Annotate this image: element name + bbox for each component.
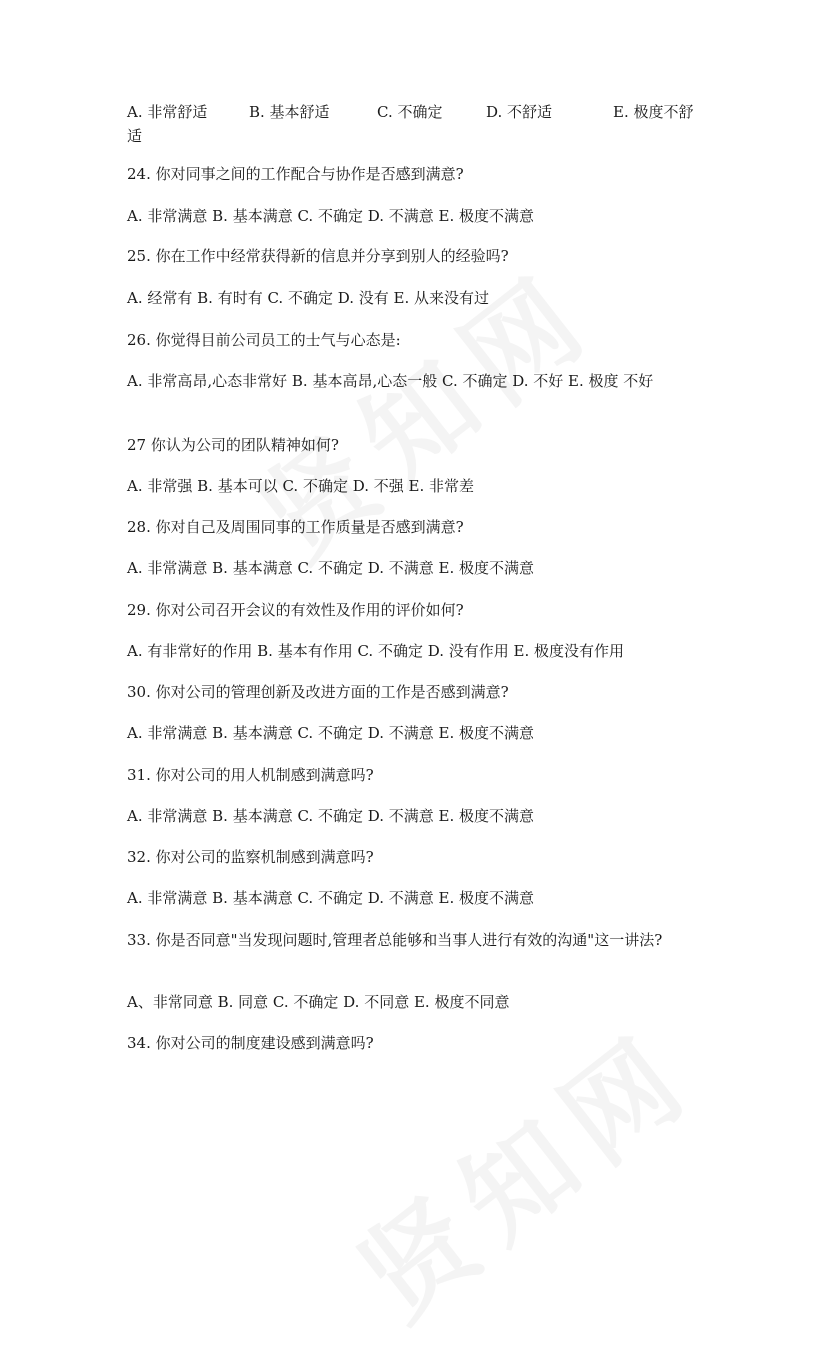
question-29: 29. 你对公司召开会议的有效性及作用的评价如何? — [127, 601, 464, 619]
question-30: 30. 你对公司的管理创新及改进方面的工作是否感到满意? — [127, 683, 509, 701]
question-32: 32. 你对公司的监察机制感到满意吗? — [127, 848, 374, 866]
question-25: 25. 你在工作中经常获得新的信息并分享到别人的经验吗? — [127, 247, 509, 265]
answer-27: A. 非常强 B. 基本可以 C. 不确定 D. 不强 E. 非常差 — [127, 477, 474, 495]
question-34: 34. 你对公司的制度建设感到满意吗? — [127, 1034, 374, 1052]
answer-26: A. 非常高昂,心态非常好 B. 基本高昂,心态一般 C. 不确定 D. 不好 E. 极度 不好 — [127, 372, 654, 390]
answer-31: A. 非常满意 B. 基本满意 C. 不确定 D. 不满意 E. 极度不满意 — [127, 807, 534, 825]
option-b: B. 基本舒适 — [249, 103, 330, 121]
question-33: 33. 你是否同意"当发现问题时,管理者总能够和当事人进行有效的沟通"这一讲法? — [127, 931, 663, 949]
option-c: C. 不确定 — [377, 103, 443, 121]
answer-24: A. 非常满意 B. 基本满意 C. 不确定 D. 不满意 E. 极度不满意 — [127, 207, 534, 225]
question-26: 26. 你觉得目前公司员工的士气与心态是: — [127, 331, 401, 349]
option-e-continuation: 适 — [127, 127, 143, 145]
question-31: 31. 你对公司的用人机制感到满意吗? — [127, 766, 374, 784]
answer-30: A. 非常满意 B. 基本满意 C. 不确定 D. 不满意 E. 极度不满意 — [127, 724, 534, 742]
answer-33: A、非常同意 B. 同意 C. 不确定 D. 不同意 E. 极度不同意 — [127, 993, 510, 1011]
answer-options — [127, 100, 709, 124]
question-24: 24. 你对同事之间的工作配合与协作是否感到满意? — [127, 165, 464, 183]
answer-32: A. 非常满意 B. 基本满意 C. 不确定 D. 不满意 E. 极度不满意 — [127, 889, 534, 907]
answer-25: A. 经常有 B. 有时有 C. 不确定 D. 没有 E. 从来没有过 — [127, 289, 489, 307]
question-27: 27 你认为公司的团队精神如何? — [127, 436, 339, 454]
option-a: A. 非常舒适 — [127, 103, 208, 121]
answer-28: A. 非常满意 B. 基本满意 C. 不确定 D. 不满意 E. 极度不满意 — [127, 559, 534, 577]
option-e: E. 极度不舒 — [613, 103, 694, 121]
option-d: D. 不舒适 — [486, 103, 553, 121]
question-28: 28. 你对自己及周围同事的工作质量是否感到满意? — [127, 518, 464, 536]
answer-29: A. 有非常好的作用 B. 基本有作用 C. 不确定 D. 没有作用 E. 极度没有作用 — [127, 642, 624, 660]
